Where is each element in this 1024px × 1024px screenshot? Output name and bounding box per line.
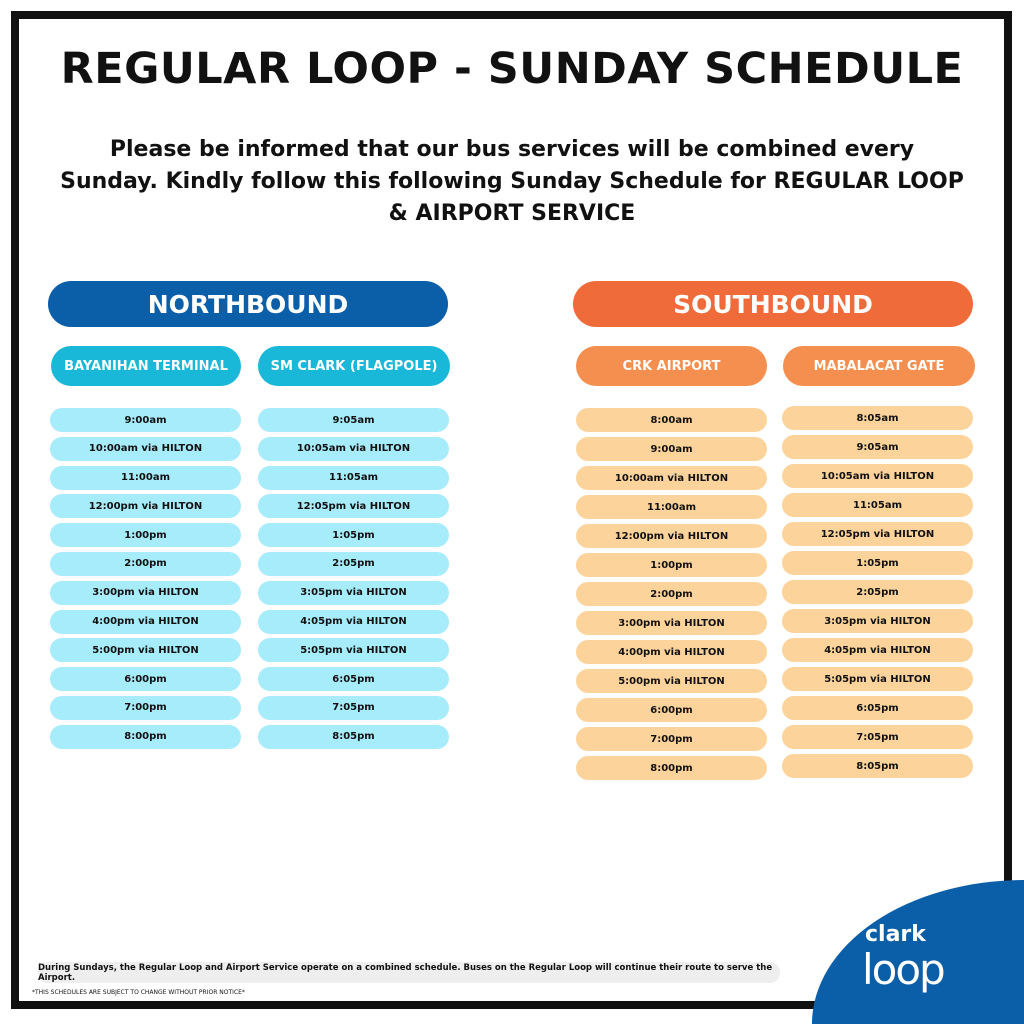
page-title: REGULAR LOOP - SUNDAY SCHEDULE (60, 44, 964, 94)
schedule-time-row: 4:05pm via HILTON (782, 638, 973, 662)
schedule-time-row: 11:05am (258, 466, 449, 490)
schedule-time-row: 7:00pm (50, 696, 241, 720)
subtitle: Please be informed that our bus services will be combined every Sunday. Kindly follow this following Sunday Schedule for REGULAR LOOP & AIRPORT SERVICE (60, 137, 964, 226)
schedule-time-row: 11:05am (782, 493, 973, 517)
schedule-time-row: 9:05am (782, 435, 973, 459)
schedule-time-row: 9:00am (576, 437, 767, 461)
schedule-time-row: 8:05am (782, 406, 973, 430)
disclaimer: *THIS SCHEDULES ARE SUBJECT TO CHANGE WITHOUT PRIOR NOTICE* (32, 989, 245, 996)
southbound-header: SOUTHBOUND (573, 281, 973, 327)
schedule-time-row: 8:00pm (50, 725, 241, 749)
schedule-time-row: 11:00am (50, 466, 241, 490)
schedule-time-row: 4:00pm via HILTON (576, 640, 767, 664)
footer-note: During Sundays, the Regular Loop and Airport Service operate on a combined schedule. Buses on the Regular Loop will continue their route to serve the Airport. (38, 962, 780, 983)
schedule-time-row: 4:05pm via HILTON (258, 610, 449, 634)
schedule-time-row: 12:00pm via HILTON (50, 494, 241, 518)
schedule-time-row: 8:00pm (576, 756, 767, 780)
schedule-column (782, 406, 973, 783)
schedule-time-row: 6:05pm (258, 667, 449, 691)
schedule-time-row: 1:05pm (782, 551, 973, 575)
schedule-time-row: 3:00pm via HILTON (576, 611, 767, 635)
schedule-time-row: 2:05pm (258, 552, 449, 576)
schedule-time-row: 3:05pm via HILTON (258, 581, 449, 605)
schedule-time-row: 5:00pm via HILTON (50, 638, 241, 662)
schedule-time-row: 5:00pm via HILTON (576, 669, 767, 693)
schedule-time-row: 1:00pm (50, 523, 241, 547)
schedule-time-row: 6:00pm (576, 698, 767, 722)
schedule-time-row: 8:00am (576, 408, 767, 432)
schedule-time-row: 4:00pm via HILTON (50, 610, 241, 634)
schedule-column (50, 408, 241, 754)
schedule-time-row: 2:05pm (782, 580, 973, 604)
stop-header-mabalacat: MABALACAT GATE (783, 346, 975, 386)
schedule-time-row: 3:00pm via HILTON (50, 581, 241, 605)
schedule-time-row: 9:00am (50, 408, 241, 432)
schedule-time-row: 2:00pm (50, 552, 241, 576)
schedule-time-row: 8:05pm (782, 754, 973, 778)
northbound-header: NORTHBOUND (48, 281, 448, 327)
schedule-time-row: 11:00am (576, 495, 767, 519)
schedule-time-row: 1:00pm (576, 553, 767, 577)
logo-text-clark: clark (865, 922, 926, 947)
schedule-time-row: 8:05pm (258, 725, 449, 749)
schedule-time-row: 12:00pm via HILTON (576, 524, 767, 548)
schedule-column (576, 408, 767, 785)
schedule-time-row: 3:05pm via HILTON (782, 609, 973, 633)
schedule-time-row: 6:00pm (50, 667, 241, 691)
schedule-time-row: 10:05am via HILTON (258, 437, 449, 461)
schedule-time-row: 9:05am (258, 408, 449, 432)
schedule-time-row: 2:00pm (576, 582, 767, 606)
schedule-time-row: 10:00am via HILTON (50, 437, 241, 461)
schedule-time-row: 5:05pm via HILTON (782, 667, 973, 691)
schedule-time-row: 1:05pm (258, 523, 449, 547)
schedule-time-row: 12:05pm via HILTON (258, 494, 449, 518)
stop-header-sm-clark: SM CLARK (FLAGPOLE) (258, 346, 450, 386)
schedule-time-row: 6:05pm (782, 696, 973, 720)
schedule-time-row: 12:05pm via HILTON (782, 522, 973, 546)
schedule-column (258, 408, 449, 754)
schedule-time-row: 10:00am via HILTON (576, 466, 767, 490)
logo-text-loop: loop (862, 945, 944, 994)
stop-header-crk-airport: CRK AIRPORT (576, 346, 767, 386)
schedule-time-row: 7:00pm (576, 727, 767, 751)
stop-header-bayanihan: BAYANIHAN TERMINAL (51, 346, 241, 386)
schedule-time-row: 5:05pm via HILTON (258, 638, 449, 662)
schedule-time-row: 10:05am via HILTON (782, 464, 973, 488)
schedule-time-row: 7:05pm (258, 696, 449, 720)
schedule-time-row: 7:05pm (782, 725, 973, 749)
